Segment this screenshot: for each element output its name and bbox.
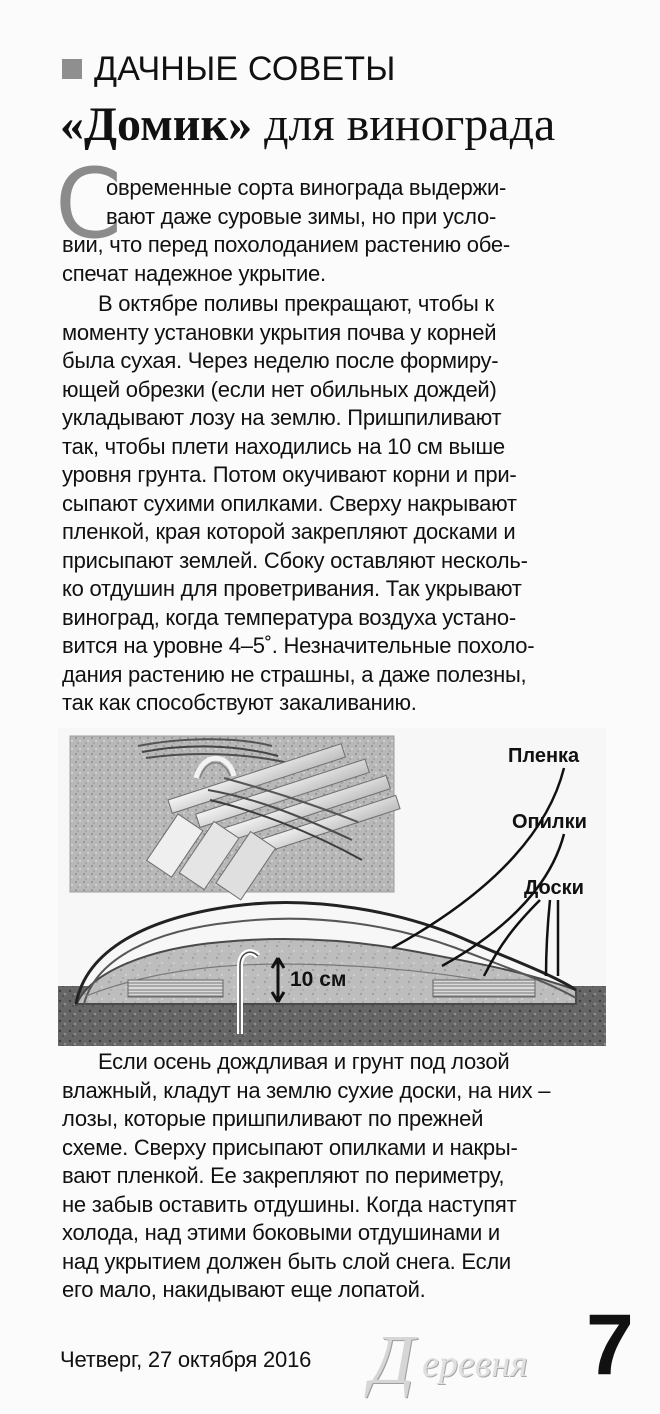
- body-line: вится на уровне 4–5˚. Незначительные похоло-: [62, 633, 535, 658]
- body-line: укладывают лозу на землю. Пришпиливают: [62, 405, 502, 430]
- body-line: моменту установки укрытия почва у корней: [62, 319, 497, 345]
- photo-inset: [70, 733, 400, 917]
- article-headline: [60, 96, 555, 154]
- sawdust-label: Опилки: [512, 811, 587, 833]
- headline-bold-part: «Домик»: [60, 98, 253, 151]
- boards-label: Доски: [524, 877, 584, 899]
- body-line: его мало, накидывают еще лопатой.: [62, 1277, 426, 1302]
- rubric-title: ДАЧНЫЕ СОВЕТЫ: [94, 50, 396, 88]
- footer-date: Четверг, 27 октября 2016: [60, 1347, 312, 1372]
- body-paragraph-two: [62, 1048, 610, 1305]
- page-number: 7: [586, 1297, 634, 1393]
- drop-cap: С: [55, 148, 123, 260]
- body-line: присыпают землей. Сбоку оставляют несколь-: [62, 547, 528, 573]
- intro-line: вают даже суровые зимы, но при усло-: [106, 203, 497, 229]
- body-line: лозы, которые пришпиливают по прежней: [62, 1106, 484, 1131]
- intro-line: спечат надежное укрытие.: [62, 260, 326, 286]
- body-line: сыпают сухими опилками. Сверху накрывают: [62, 490, 517, 516]
- body-line: В октябре поливы прекращают, чтобы к: [98, 291, 494, 316]
- body-line: виноград, когда температура воздуха устано-: [62, 604, 516, 630]
- body-line: дания растению не страшны, а даже полезны,: [62, 661, 527, 687]
- body-line: ющей обрезки (если нет обильных дождей): [62, 376, 497, 402]
- body-line: Если осень дождливая и грунт под лозой: [98, 1049, 510, 1074]
- rubric-square-icon: [62, 59, 82, 79]
- body-line: вают пленкой. Ее закрепляют по периметру,: [62, 1163, 505, 1188]
- logo-first-letter: Д: [370, 1322, 415, 1399]
- body-line: над укрытием должен быть слой снега. Если: [62, 1248, 511, 1274]
- body-line: так как способствуют закаливанию.: [62, 690, 417, 715]
- body-paragraph-one: [62, 290, 610, 718]
- intro-paragraph: [62, 174, 610, 288]
- intro-line: овременные сорта винограда выдержи-: [106, 175, 507, 200]
- logo-word: еревня: [422, 1343, 528, 1385]
- section-rubric: [62, 50, 396, 88]
- intro-line: вии, что перед похолоданием растению обе-: [62, 232, 510, 257]
- body-line: ко отдушин для проветривания. Так укрывают: [62, 576, 522, 601]
- headline-regular-part: для винограда: [264, 98, 556, 151]
- body-line: не забыв оставить отдушины. Когда наступят: [62, 1191, 517, 1217]
- grape-cover-diagram: [58, 728, 606, 1046]
- body-line: влажный, кладут на землю сухие доски, на них –: [62, 1077, 551, 1103]
- height-label: 10 см: [290, 968, 347, 991]
- body-line: холода, над этими боковыми отдушинами и: [62, 1220, 500, 1245]
- publication-logo: [370, 1322, 570, 1399]
- body-line: так, чтобы плети находились на 10 см выше: [62, 433, 505, 459]
- body-line: схеме. Сверху присыпают опилками и накры-: [62, 1134, 518, 1160]
- film-label: Пленка: [508, 745, 580, 767]
- body-line: пленкой, края которой закрепляют досками и: [62, 519, 516, 544]
- body-line: была сухая. Через неделю после формиру-: [62, 348, 499, 373]
- body-line: уровня грунта. Потом окучивают корни и при-: [62, 462, 517, 487]
